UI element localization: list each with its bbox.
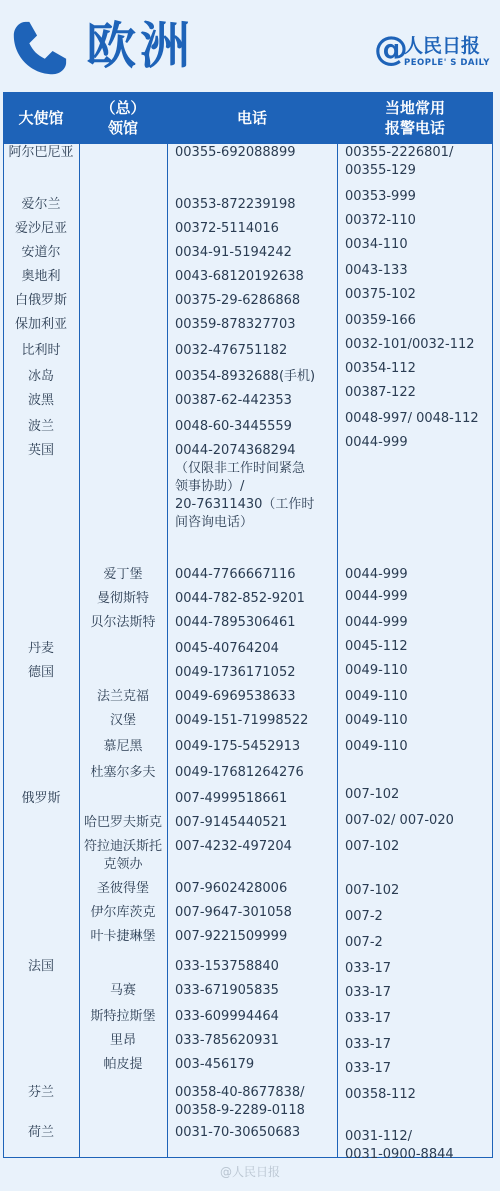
row-consulate-cell: 杜塞尔多夫 <box>90 765 156 780</box>
row-police-cell: 033-17 <box>345 961 392 976</box>
row-police-cell: 0049-110 <box>345 713 408 728</box>
row-consulate-cell: 里昂 <box>109 1033 136 1048</box>
row-phone-cell: 0034-91-5194242 <box>175 245 292 260</box>
row-police-cell: 007-102 <box>345 883 400 898</box>
row-phone-cell: 0044-7766667116 <box>175 567 296 582</box>
row-police-cell: 007-102 <box>345 839 400 854</box>
row-phone-cell: 003-456179 <box>175 1057 255 1072</box>
row-police-cell: 0032-101/0032-112 <box>345 337 475 352</box>
row-phone-cell: 007-4232-497204 <box>175 839 292 854</box>
row-police-cell: 00355-2226801/ 00355-129 <box>345 145 454 178</box>
row-consulate-cell: 哈巴罗夫斯克 <box>83 815 162 830</box>
row-phone-cell: 00387-62-442353 <box>175 393 292 408</box>
row-embassy-cell: 阿尔巴尼亚 <box>8 145 74 160</box>
row-phone-cell: 0049-175-5452913 <box>175 739 301 754</box>
row-consulate-cell: 斯特拉斯堡 <box>90 1009 156 1024</box>
row-embassy-cell: 德国 <box>27 665 54 680</box>
row-police-cell: 0043-133 <box>345 263 408 278</box>
row-phone-cell: 033-785620931 <box>175 1033 279 1048</box>
table-body <box>3 92 493 1162</box>
row-phone-cell: 00358-40-8677838/ 00358-9-2289-0118 <box>175 1085 305 1118</box>
row-embassy-cell: 俄罗斯 <box>21 791 61 806</box>
row-police-cell: 0049-110 <box>345 663 408 678</box>
row-consulate-cell: 爱丁堡 <box>103 567 143 582</box>
peoples-daily-logo <box>374 30 494 78</box>
row-phone-cell: 007-9145440521 <box>175 815 288 830</box>
row-consulate-cell: 贝尔法斯特 <box>90 615 156 630</box>
row-phone-cell: 00354-8932688(手机) <box>175 369 316 384</box>
page-header <box>0 0 500 92</box>
row-police-cell: 0049-110 <box>345 739 408 754</box>
row-phone-cell: 0048-60-3445559 <box>175 419 292 434</box>
row-police-cell: 0044-999 <box>345 615 408 630</box>
row-police-cell: 007-02/ 007-020 <box>345 813 454 828</box>
row-phone-cell: 00355-692088899 <box>175 145 296 160</box>
row-phone-cell: 0049-1736171052 <box>175 665 296 680</box>
row-consulate-cell: 曼彻斯特 <box>96 591 149 606</box>
phone-icon <box>8 18 70 80</box>
row-consulate-cell: 马赛 <box>109 983 136 998</box>
row-consulate-cell: 伊尔库茨克 <box>90 905 156 920</box>
row-consulate-cell: 符拉迪沃斯托 克领办 <box>83 839 162 872</box>
row-consulate-cell: 汉堡 <box>109 713 136 728</box>
row-consulate-cell: 慕尼黑 <box>103 739 143 754</box>
row-police-cell: 033-17 <box>345 1061 392 1076</box>
row-police-cell: 00387-122 <box>345 385 416 400</box>
row-police-cell: 0045-112 <box>345 639 408 654</box>
row-phone-cell: 00359-878327703 <box>175 317 296 332</box>
row-phone-cell: 033-153758840 <box>175 959 279 974</box>
row-embassy-cell: 荷兰 <box>27 1125 54 1140</box>
row-embassy-cell: 安道尔 <box>21 245 61 260</box>
row-embassy-cell: 冰岛 <box>27 369 54 384</box>
logo-english-name: PEOPLE' S DAILY <box>404 58 490 68</box>
row-embassy-cell: 英国 <box>27 443 54 458</box>
header-embassy: 大使馆 <box>18 109 64 127</box>
row-phone-cell: 0032-476751182 <box>175 343 288 358</box>
row-phone-cell: 0049-151-71998522 <box>175 713 309 728</box>
row-embassy-cell: 芬兰 <box>27 1085 54 1100</box>
row-police-cell: 00358-112 <box>345 1087 416 1102</box>
row-phone-cell: 00353-872239198 <box>175 197 296 212</box>
row-police-cell: 033-17 <box>345 1011 392 1026</box>
row-phone-cell: 0043-68120192638 <box>175 269 304 284</box>
row-police-cell: 00354-112 <box>345 361 416 376</box>
row-phone-cell: 0044-7895306461 <box>175 615 296 630</box>
row-phone-cell: 0049-6969538633 <box>175 689 296 704</box>
logo-chinese-name: 人民日报 <box>404 35 481 57</box>
row-phone-cell: 00372-5114016 <box>175 221 279 236</box>
row-police-cell: 00375-102 <box>345 287 416 302</box>
row-embassy-cell: 波黑 <box>27 393 54 408</box>
row-consulate-cell: 圣彼得堡 <box>96 881 149 896</box>
row-phone-cell: 0031-70-30650683 <box>175 1125 301 1140</box>
row-embassy-cell: 爱尔兰 <box>21 197 61 212</box>
row-phone-cell: 007-9647-301058 <box>175 905 292 920</box>
row-consulate-cell: 帕皮提 <box>103 1057 143 1072</box>
header-police-label: 当地常用 报警电话 <box>384 99 445 137</box>
row-phone-cell: 0049-17681264276 <box>175 765 304 780</box>
row-police-cell: 0031-112/ 0031-0900-8844 <box>345 1129 454 1162</box>
row-police-cell: 0044-999 <box>345 435 408 450</box>
row-phone-cell: 007-9221509999 <box>175 929 288 944</box>
row-embassy-cell: 白俄罗斯 <box>14 293 67 308</box>
row-police-cell: 00359-166 <box>345 313 416 328</box>
row-phone-cell: 007-9602428006 <box>175 881 288 896</box>
header-consulate-label: （总） 领馆 <box>100 99 146 137</box>
row-police-cell: 007-2 <box>345 935 383 950</box>
contact-table <box>3 92 493 1162</box>
page-title: 欧洲 <box>86 17 194 75</box>
weibo-watermark: @人民日报 <box>219 1165 280 1179</box>
row-embassy-cell: 奥地利 <box>21 269 61 284</box>
row-police-cell: 0049-110 <box>345 689 408 704</box>
row-embassy-cell: 比利时 <box>21 343 61 358</box>
row-police-cell: 0044-999 <box>345 589 408 604</box>
row-consulate-cell: 叶卡捷琳堡 <box>90 929 156 944</box>
row-embassy-cell: 保加利亚 <box>14 317 67 332</box>
row-consulate-cell: 法兰克福 <box>96 689 149 704</box>
row-police-cell: 007-102 <box>345 787 400 802</box>
row-police-cell: 0044-999 <box>345 567 408 582</box>
row-police-cell: 033-17 <box>345 985 392 1000</box>
row-police-cell: 0048-997/ 0048-112 <box>345 411 479 426</box>
logo-at-symbol: @ <box>374 29 408 69</box>
header-phone: 电话 <box>236 109 267 127</box>
row-phone-cell: 00375-29-6286868 <box>175 293 301 308</box>
row-embassy-cell: 爱沙尼亚 <box>14 221 67 236</box>
row-phone-cell: 0044-782-852-9201 <box>175 591 305 606</box>
row-phone-cell: 033-609994464 <box>175 1009 279 1024</box>
row-embassy-cell: 法国 <box>27 959 54 974</box>
row-police-cell: 00353-999 <box>345 189 416 204</box>
row-embassy-cell: 丹麦 <box>27 641 54 656</box>
row-phone-cell: 033-671905835 <box>175 983 279 998</box>
row-phone-cell: 0044-2074368294 （仅限非工作时间紧急 领事协助）/ 20-76311430（工作时 间咨询电话） <box>175 443 315 530</box>
row-phone-cell: 007-4999518661 <box>175 791 288 806</box>
row-police-cell: 007-2 <box>345 909 383 924</box>
row-police-cell: 0034-110 <box>345 237 408 252</box>
row-phone-cell: 0045-40764204 <box>175 641 279 656</box>
row-police-cell: 00372-110 <box>345 213 416 228</box>
row-embassy-cell: 波兰 <box>27 419 54 434</box>
row-police-cell: 033-17 <box>345 1037 392 1052</box>
